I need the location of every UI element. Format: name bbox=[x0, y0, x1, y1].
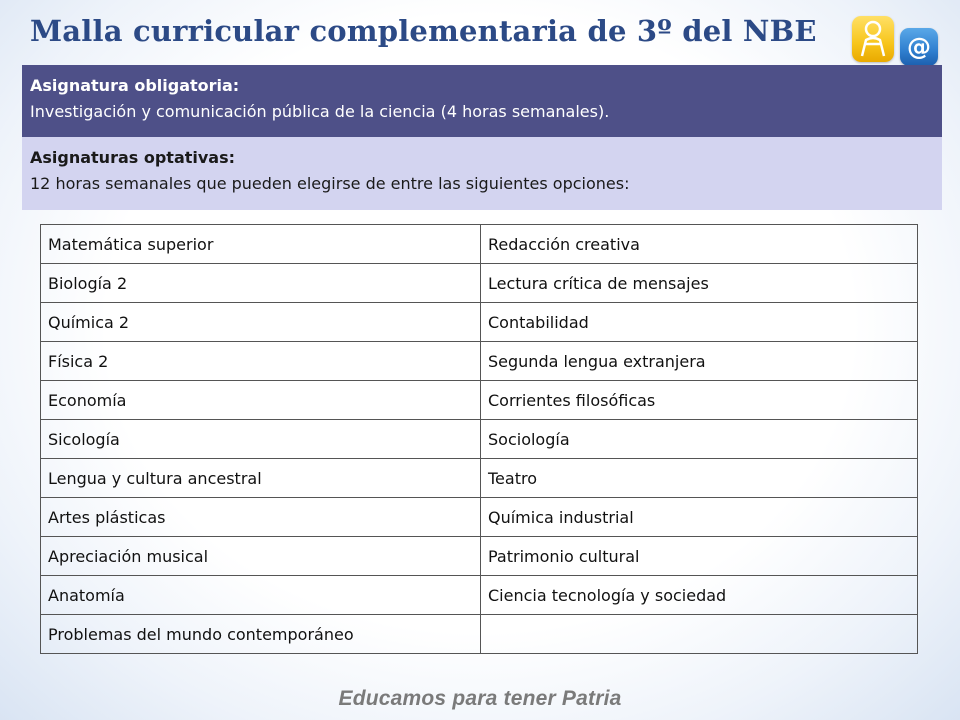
child-figure-icon bbox=[852, 16, 894, 62]
table-cell: Física 2 bbox=[41, 342, 481, 381]
table-cell: Redacción creativa bbox=[481, 225, 918, 264]
table-cell: Química 2 bbox=[41, 303, 481, 342]
table-cell: Contabilidad bbox=[481, 303, 918, 342]
table-cell bbox=[481, 615, 918, 654]
optional-subjects-table bbox=[40, 224, 918, 654]
at-sign-icon: @ bbox=[900, 28, 938, 66]
table-cell: Artes plásticas bbox=[41, 498, 481, 537]
table-row bbox=[41, 459, 918, 498]
table-row bbox=[41, 576, 918, 615]
optional-subjects-band bbox=[22, 137, 942, 210]
table-row bbox=[41, 498, 918, 537]
table-cell: Matemática superior bbox=[41, 225, 481, 264]
optional-text: 12 horas semanales que pueden elegirse de entre las siguientes opciones: bbox=[30, 174, 630, 193]
table-cell: Corrientes filosóficas bbox=[481, 381, 918, 420]
mandatory-heading: Asignatura obligatoria: bbox=[30, 76, 240, 95]
table-cell: Segunda lengua extranjera bbox=[481, 342, 918, 381]
table-cell: Patrimonio cultural bbox=[481, 537, 918, 576]
header-logos bbox=[852, 14, 942, 68]
table-row bbox=[41, 381, 918, 420]
footer-slogan: Educamos para tener Patria bbox=[338, 687, 622, 710]
table-row bbox=[41, 303, 918, 342]
table-row bbox=[41, 537, 918, 576]
table-row bbox=[41, 264, 918, 303]
optional-heading: Asignaturas optativas: bbox=[30, 148, 236, 167]
table-cell: Química industrial bbox=[481, 498, 918, 537]
table-cell: Sociología bbox=[481, 420, 918, 459]
table-cell: Apreciación musical bbox=[41, 537, 481, 576]
mandatory-text: Investigación y comunicación pública de la ciencia (4 horas semanales). bbox=[30, 102, 610, 121]
table-cell: Biología 2 bbox=[41, 264, 481, 303]
table-row bbox=[41, 420, 918, 459]
page-title: Malla curricular complementaria de 3º del NBE bbox=[30, 14, 817, 48]
table-cell: Teatro bbox=[481, 459, 918, 498]
table-cell: Ciencia tecnología y sociedad bbox=[481, 576, 918, 615]
table-cell: Anatomía bbox=[41, 576, 481, 615]
table-cell: Lengua y cultura ancestral bbox=[41, 459, 481, 498]
table-cell: Lectura crítica de mensajes bbox=[481, 264, 918, 303]
table-cell: Problemas del mundo contemporáneo bbox=[41, 615, 481, 654]
table-row bbox=[41, 615, 918, 654]
table-cell: Economía bbox=[41, 381, 481, 420]
table-cell: Sicología bbox=[41, 420, 481, 459]
mandatory-subject-band bbox=[22, 65, 942, 137]
table-row bbox=[41, 342, 918, 381]
table-row bbox=[41, 225, 918, 264]
